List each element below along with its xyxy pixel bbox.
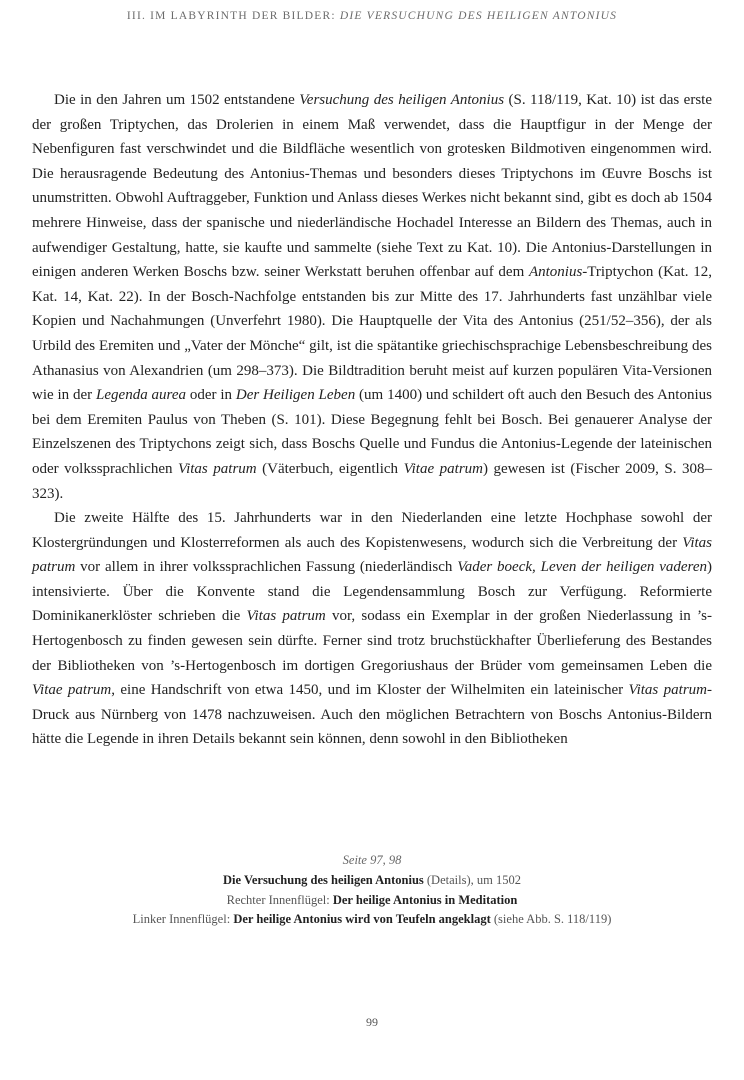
italic-title-run: Vitas patrum	[32, 534, 712, 576]
text-run: vor allem in ihrer volkssprachlichen Fassung (niederländisch	[75, 559, 458, 576]
italic-title-run: Versuchung des heiligen Antonius	[299, 92, 505, 108]
caption-line-2	[32, 891, 712, 911]
caption-line-3	[32, 910, 712, 930]
italic-title-run: Vitae patrum	[32, 682, 112, 699]
caption-title: Die Versuchung des heiligen Antonius	[223, 872, 424, 887]
text-run: (Väterbuch, eigentlich	[256, 460, 404, 477]
caption-line-1	[32, 871, 712, 891]
italic-title-run: Vitas patrum	[246, 608, 326, 625]
running-head	[40, 10, 704, 22]
text-run: , eine Handschrift von etwa 1450, und im Kloster der Wilhelmiten ein lateinischer	[111, 682, 629, 699]
text-run: Die in den Jahren um 1502 entstandene	[54, 92, 300, 108]
caption-date: (Details), um 1502	[423, 872, 521, 887]
text-run: (S. 118/119, Kat. 10) ist das erste der großen Triptychen, das Drolerien in einem Maß verwendet, dass die Hauptfigur in der Menge der Nebenfiguren fast verschwindet und die Bildfläche wesentlich von grotesken Bildmotiven eingenommen wird. Die herausragende Bedeutung des Antonius-Themas und besonders dieses Triptychons im Œuvre Boschs ist unumstritten. Obwohl Auftraggeber, Funktion und Anlass dieses Werkes nicht bekannt sind, gibt es doch ab 1504 mehrere Hinweise, dass der spanische und niederländische Hochadel Interesse an Bildern des Themas, auch in aufwendiger Gestaltung, hatte, sie kaufte und sammelte (siehe Text zu Kat. 10). Die Antonius-Darstellungen in einigen anderen Werken Boschs bzw. seiner Werkstatt beruhen offenbar auf dem	[32, 92, 712, 281]
italic-title-run: Vitas patrum	[178, 460, 257, 477]
caption-right-wing-label: Rechter Innenflügel:	[226, 892, 333, 907]
text-run: oder in	[185, 387, 236, 404]
text-run: (um 1400) und schildert oft auch den Besuch des Antonius bei dem Eremiten Paulus von Theben (S. 101). Diese Begegnung fehlt bei Bosch. Bei genauerer Analyse der Einzelszenen des Triptychons zeigt sich, dass Boschs Quelle und Fundus die Antonius-Legende der lateinischen oder volkssprachlichen	[32, 387, 712, 477]
italic-title-run: Vitas patrum	[628, 682, 707, 699]
caption-left-wing-ref: (siehe Abb. S. 118/119)	[490, 912, 612, 927]
caption-page-ref: Seite 97, 98	[342, 853, 402, 867]
text-run: -Triptychon (Kat. 12, Kat. 14, Kat. 22). In der Bosch-Nachfolge entstanden bis zur Mitte des 17. Jahrhunderts fast unzählbar viele Kopien und Nachahmungen (Unverfehrt 1980). Die Hauptquelle der Vita des Antonius (251/52–356), der als Urbild des Eremiten und „Vater der Mönche“ gilt, ist die spätantike griechischsprachige Lebensbeschreibung des Athanasius von Alexandrien (um 298–373). Die Bildtradition beruht meist auf kurzen populären Vita-Versionen wie in der	[32, 264, 712, 404]
text-run: ) gewesen ist (Fischer 2009, S. 308–323).	[32, 460, 712, 502]
page-number: 99	[366, 1015, 378, 1029]
text-run: Die zweite Hälfte des 15. Jahrhunderts war in den Niederlanden eine letzte Hochphase sowohl der Klostergründungen und Klosterreformen als auch des Kopistenwesens, wodurch sich die Verbreitung der	[32, 510, 712, 551]
italic-title-run: Vader boeck, Leven der heiligen vaderen	[457, 559, 707, 576]
italic-title-run: Der Heiligen Leben	[235, 387, 356, 404]
running-head-title: DIE VERSUCHUNG DES HEILIGEN ANTONIUS	[339, 10, 618, 22]
body-text	[32, 88, 712, 752]
italic-title-run: Vitae patrum	[403, 460, 483, 477]
text-run: ) intensivierte. Über die Konvente stand die Legendensammlung Bosch zur Verfügung. Reformierte Dominikanerklöster schrieben die	[32, 559, 712, 625]
paragraph-2	[32, 506, 712, 752]
paragraph-1	[32, 88, 712, 506]
figure-caption	[32, 851, 712, 930]
running-head-section: III. IM LABYRINTH DER BILDER:	[126, 10, 340, 22]
italic-title-run: Antonius	[528, 264, 583, 281]
caption-left-wing-label: Linker Innenflügel:	[132, 912, 234, 927]
caption-right-wing-title: Der heilige Antonius in Meditation	[332, 892, 518, 907]
caption-left-wing-title: Der heilige Antonius wird von Teufeln angeklagt	[233, 912, 491, 927]
text-run: vor, sodass ein Exemplar in der großen Niederlassung in ’s-Hertogenbosch zu finden gewesen sein dürfte. Ferner sind trotz bruchstückhafter Überlieferung des Bestandes der Bibliotheken von ’s-Hertogenbosch im dortigen Gregoriushaus der Brüder vom gemeinsamen Leben die	[32, 608, 712, 674]
italic-title-run: Legenda aurea	[96, 387, 186, 404]
text-run: -Druck aus Nürnberg von 1478 nachzuweisen. Auch den möglichen Betrachtern von Boschs Antonius-Bildern hätte die Legende in ihren Details bekannt sein können, denn sowohl in den Bibliotheken	[32, 682, 712, 748]
